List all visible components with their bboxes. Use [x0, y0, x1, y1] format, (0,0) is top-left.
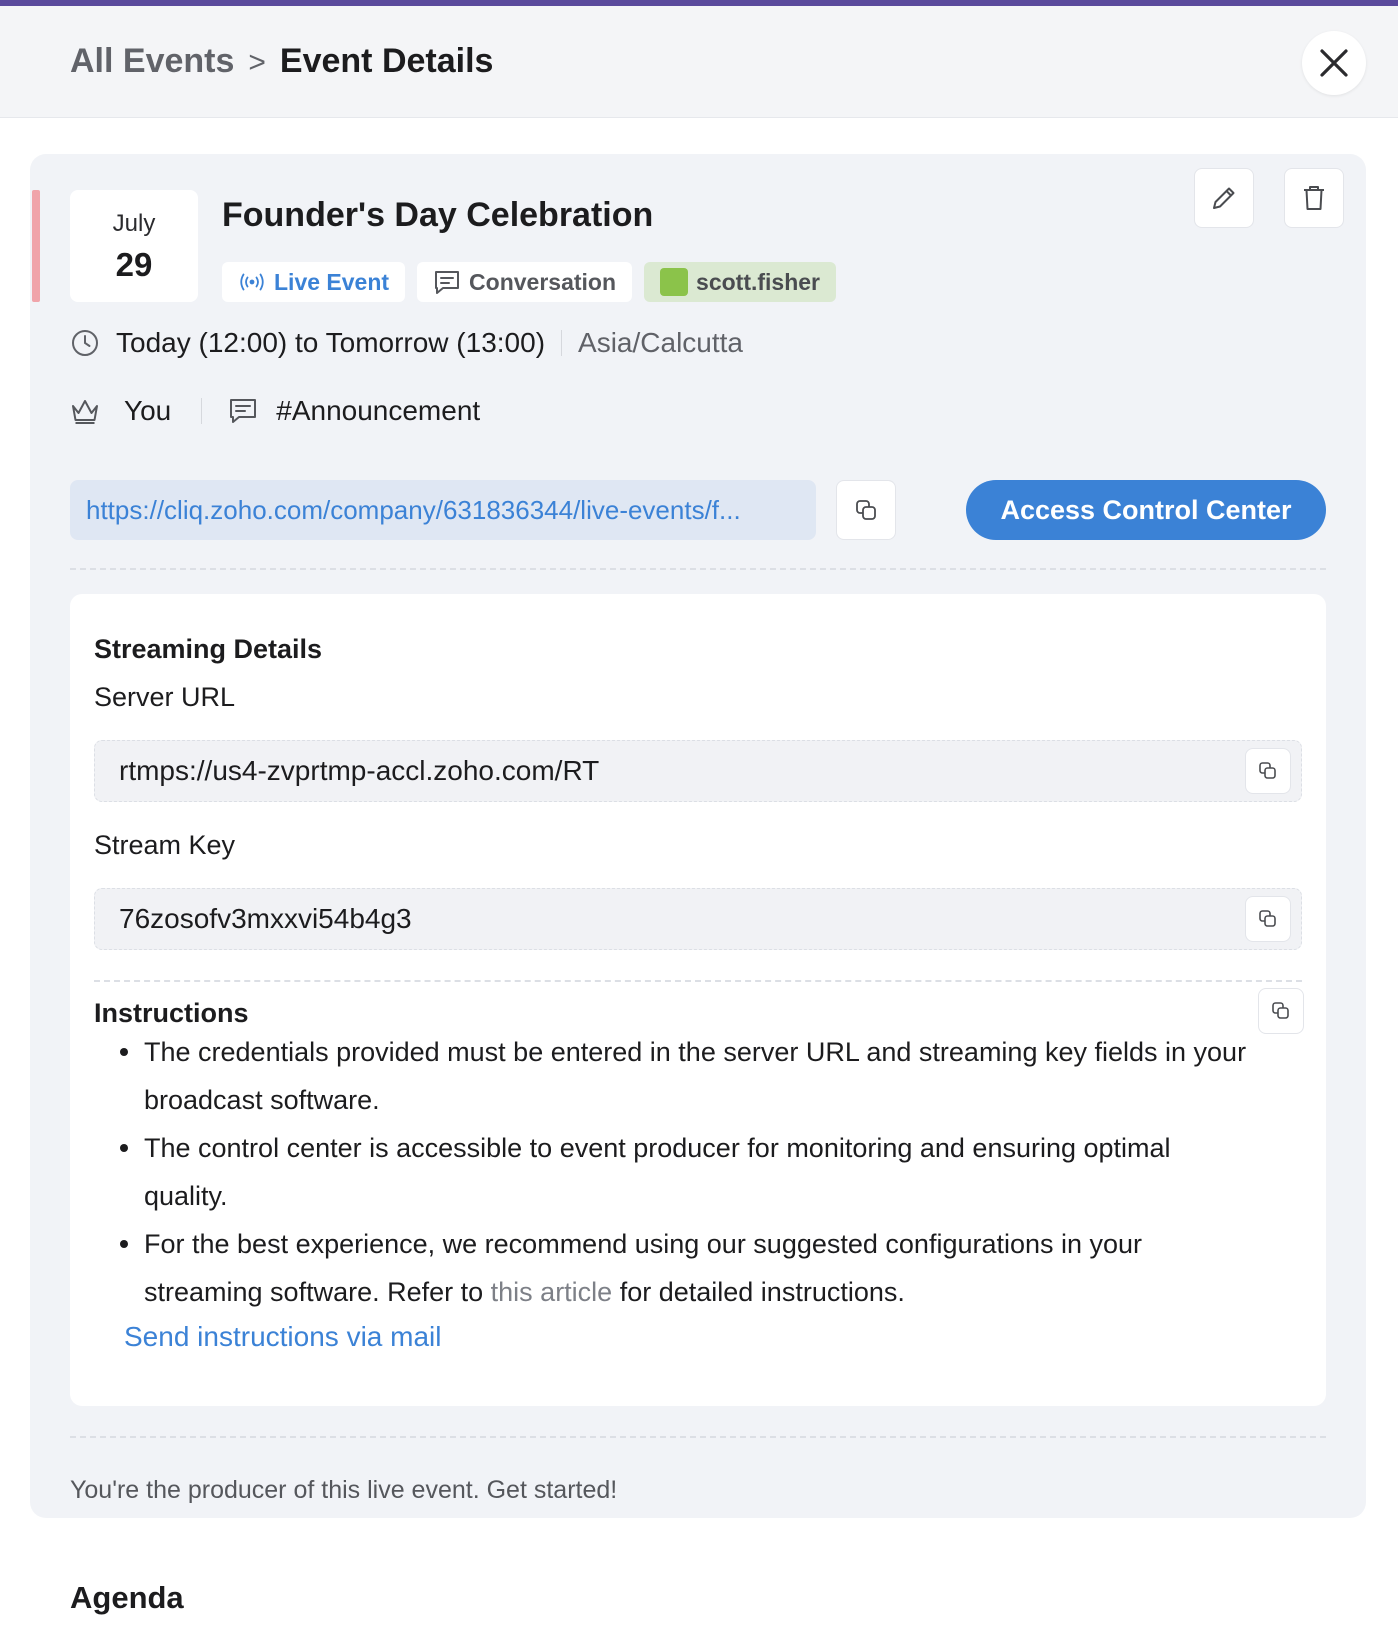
edit-button[interactable]	[1194, 168, 1254, 228]
conversation-label: Conversation	[469, 268, 617, 295]
event-card	[30, 154, 1366, 1518]
copy-link-button[interactable]	[836, 480, 896, 540]
host-channel-row	[70, 395, 480, 427]
crown-icon	[70, 396, 100, 426]
clock-icon	[70, 328, 100, 358]
instructions-list	[120, 1028, 1260, 1316]
section-divider	[70, 568, 1326, 570]
producer-note: You're the producer of this live event. Get started!	[70, 1476, 618, 1504]
event-timezone: Asia/Calcutta	[578, 327, 743, 358]
event-link-field[interactable]	[70, 480, 816, 540]
streaming-details-panel	[70, 594, 1326, 1406]
trash-icon	[1300, 183, 1328, 213]
instruction-item: The credentials provided must be entered in the server URL and streaming key fields in your broadcast software.	[120, 1028, 1260, 1124]
server-url-field	[94, 740, 1302, 802]
section-divider	[94, 980, 1302, 982]
event-title: Founder's Day Celebration	[222, 196, 654, 234]
copy-icon	[1257, 908, 1279, 930]
server-url-value[interactable]: rtmps://us4-zvprtmp-accl.zoho.com/RT	[119, 755, 600, 786]
breadcrumb-all-events[interactable]: All Events	[70, 42, 235, 80]
close-icon	[1319, 48, 1349, 78]
agenda-heading: Agenda	[70, 1580, 184, 1615]
copy-instructions-button[interactable]	[1258, 988, 1304, 1034]
copy-icon	[853, 497, 879, 523]
event-date-box	[70, 190, 198, 302]
breadcrumb-separator: >	[248, 46, 266, 79]
close-button[interactable]	[1302, 31, 1366, 95]
server-url-label: Server URL	[94, 682, 236, 712]
event-color-accent	[32, 190, 40, 302]
copy-server-url-button[interactable]	[1245, 748, 1291, 794]
instruction-item: The control center is accessible to event producer for monitoring and ensuring optimal quality.	[120, 1124, 1260, 1220]
access-control-center-button[interactable]: Access Control Center	[966, 480, 1326, 540]
broadcast-icon	[238, 272, 266, 292]
live-event-label: Live Event	[274, 268, 390, 295]
event-link-text[interactable]: https://cliq.zoho.com/company/631836344/live-events/f...	[86, 494, 741, 525]
chat-icon	[433, 269, 461, 295]
event-date-month: July	[112, 210, 156, 237]
section-divider	[70, 1436, 1326, 1438]
breadcrumb	[70, 42, 493, 81]
owner-tag[interactable]	[644, 262, 836, 302]
schedule-row	[70, 327, 743, 359]
conversation-tag[interactable]	[417, 262, 632, 302]
page-header	[0, 6, 1398, 118]
chat-icon	[228, 397, 258, 425]
article-link[interactable]: this article	[490, 1277, 613, 1307]
event-date-day: 29	[115, 246, 153, 283]
copy-icon	[1270, 1000, 1292, 1022]
divider	[561, 330, 562, 356]
send-instructions-mail-link[interactable]: Send instructions via mail	[124, 1321, 442, 1352]
stream-key-label: Stream Key	[94, 830, 236, 860]
stream-key-value[interactable]: 76zosofv3mxxvi54b4g3	[119, 903, 412, 934]
copy-icon	[1257, 760, 1279, 782]
instruction-text: For the best experience, we recommend using our suggested configurations in your streaming software. Refer to	[144, 1229, 1143, 1307]
delete-button[interactable]	[1284, 168, 1344, 228]
stream-key-field	[94, 888, 1302, 950]
live-event-tag	[222, 262, 405, 302]
event-tags	[222, 262, 836, 302]
instruction-item	[120, 1220, 1260, 1316]
event-host: You	[124, 395, 172, 426]
breadcrumb-event-details: Event Details	[279, 42, 494, 80]
divider	[201, 398, 202, 424]
event-channel[interactable]: #Announcement	[276, 395, 481, 426]
streaming-details-heading: Streaming Details	[94, 634, 323, 664]
copy-stream-key-button[interactable]	[1245, 896, 1291, 942]
instructions-heading: Instructions	[94, 998, 249, 1028]
user-color-swatch	[660, 268, 688, 296]
owner-label: scott.fisher	[696, 268, 821, 295]
pencil-icon	[1209, 183, 1239, 213]
event-time-range: Today (12:00) to Tomorrow (13:00)	[116, 327, 546, 358]
instruction-text: for detailed instructions.	[619, 1277, 905, 1307]
